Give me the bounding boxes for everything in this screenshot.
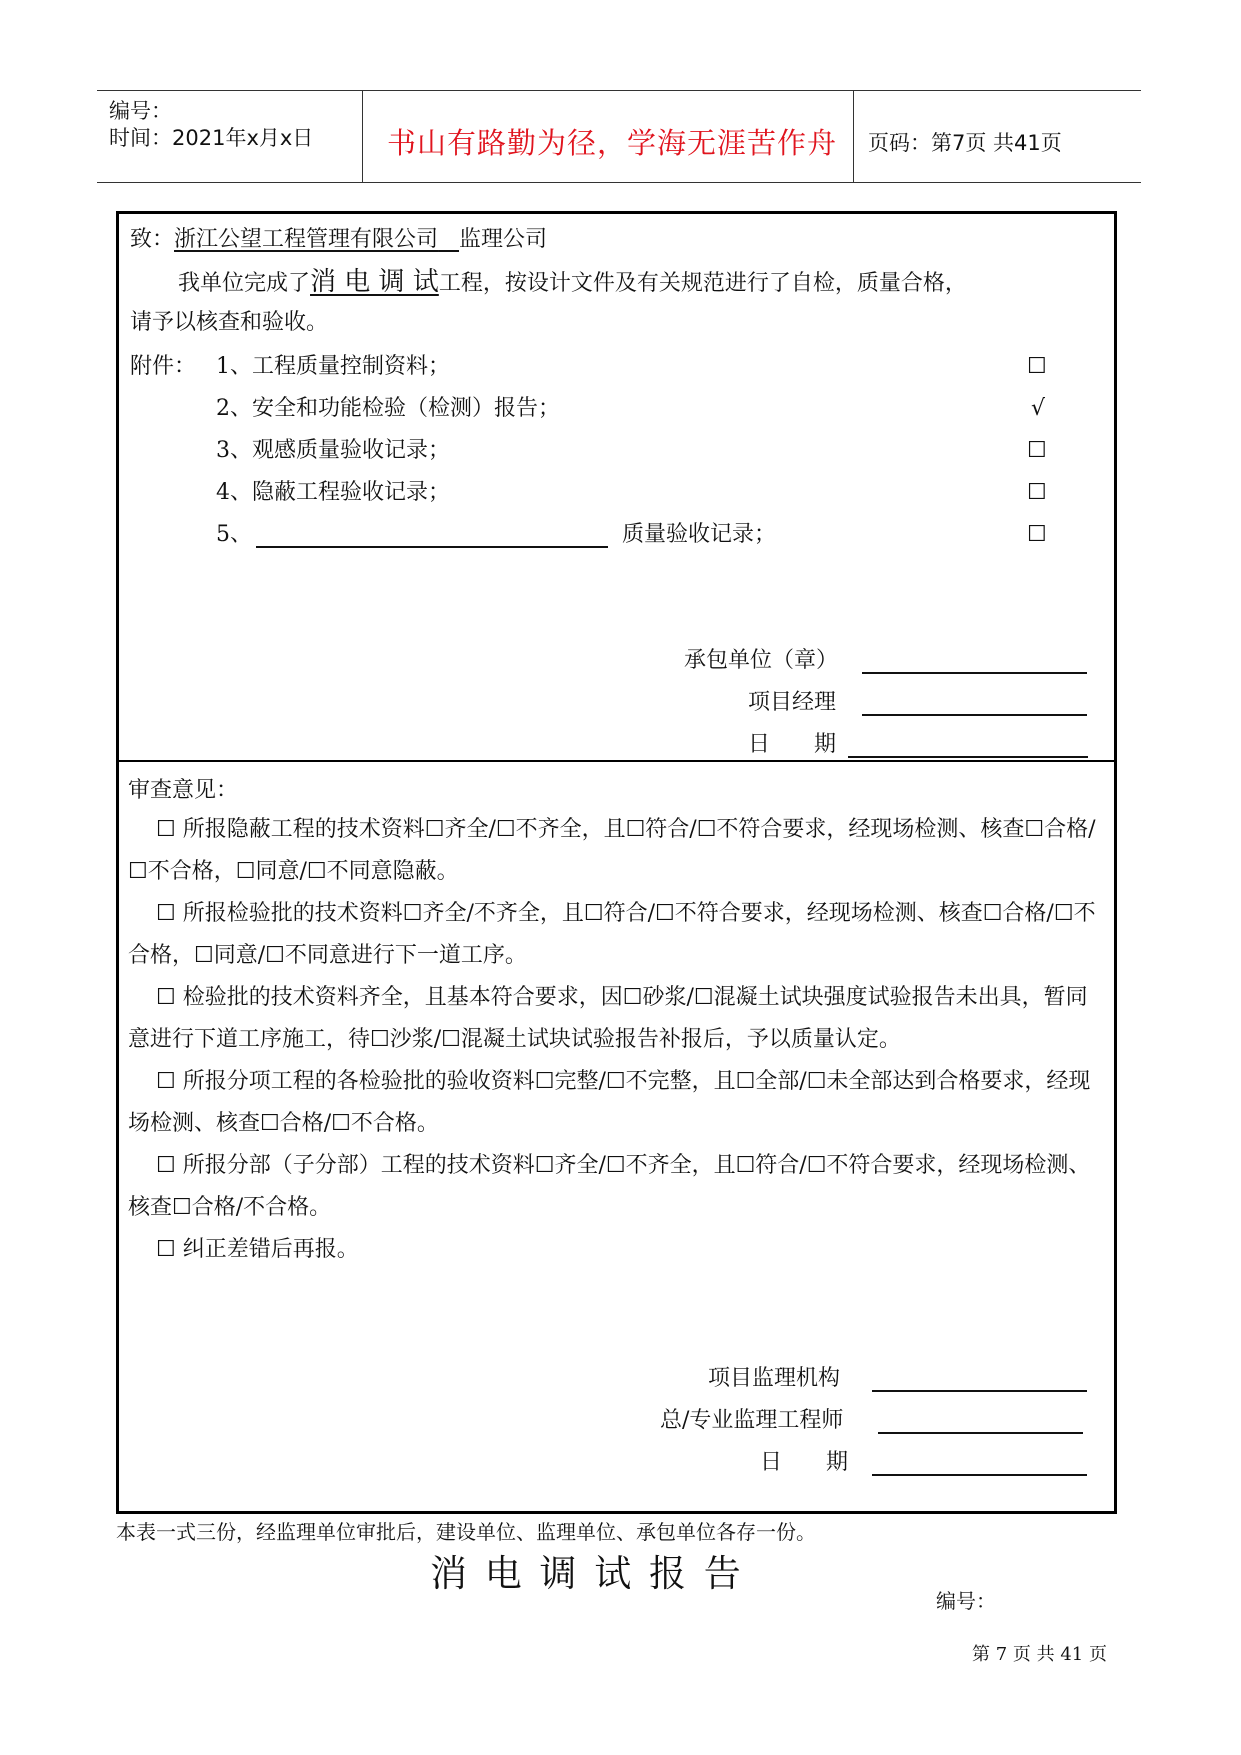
attachment-1: 1、工程质量控制资料； <box>216 354 450 379</box>
review-title: 审查意见： <box>128 778 239 803</box>
form-section-divider <box>116 760 1117 762</box>
copies-note: 本表一式三份，经监理单位审批后，建设单位、监理单位、承包单位各存一份。 <box>116 1520 816 1544</box>
intro-line-2: 请予以核查和验收。 <box>130 310 329 335</box>
to-prefix: 致： <box>130 227 175 252</box>
supervision-date-line[interactable] <box>872 1474 1087 1476</box>
header-top-rule <box>97 90 1141 91</box>
header-number-label: 编号： <box>109 99 172 123</box>
attachment-3: 3、观感质量验收记录； <box>216 438 450 463</box>
intro-a: 我单位完成了 <box>178 271 311 296</box>
attachment-4: 4、隐蔽工程验收记录； <box>216 480 450 505</box>
review-opinion-6[interactable]: ☐ 纠正差错后再报。 <box>156 1237 359 1262</box>
attachment-5-checkbox[interactable]: ☐ <box>1027 522 1047 547</box>
header-time: 时间：2021年x月x日 <box>109 126 314 150</box>
contractor-date-line[interactable] <box>848 756 1088 758</box>
header-divider-left <box>362 90 363 183</box>
attachment-5: 5、 <box>216 522 252 547</box>
pm-signature-line[interactable] <box>862 714 1087 716</box>
attachment-3-checkbox[interactable]: ☐ <box>1027 438 1047 463</box>
project-name: 消 电 调 试 <box>310 267 439 297</box>
review-opinion-5[interactable]: ☐ 所报分部（子分部）工程的技术资料☐齐全/☐不齐全，且☐符合/☐不符合要求，经现场检测、核查☐合格/不合格。 <box>128 1153 1091 1220</box>
contractor-label: 承包单位（章） <box>684 648 839 673</box>
attachment-2-checkmark[interactable]: √ <box>1031 396 1046 421</box>
attachment-4-checkbox[interactable]: ☐ <box>1027 480 1047 505</box>
page-footer: 第 7 页 共 41 页 <box>972 1644 1107 1665</box>
to-suffix: 监理公司 <box>459 227 548 252</box>
attachments-label: 附件： <box>130 354 197 379</box>
attachment-5-suffix: 质量验收记录； <box>622 522 777 547</box>
review-opinion-1[interactable]: ☐ 所报隐蔽工程的技术资料☐齐全/☐不齐全，且☐符合/☐不符合要求，经现场检测、核查☐合格/☐不合格，☐同意/☐不同意隐蔽。 <box>128 817 1096 884</box>
to-company-underline-pad <box>438 227 459 252</box>
header-bottom-rule <box>97 182 1141 183</box>
review-opinion-3[interactable]: ☐ 检验批的技术资料齐全，且基本符合要求，因☐砂浆/☐混凝土试块强度试验报告未出具，暂同意进行下道工序施工，待☐沙浆/☐混凝土试块试验报告补报后，予以质量认定。 <box>128 985 1088 1052</box>
intro-line <box>178 269 967 295</box>
to-line <box>130 229 547 251</box>
attachment-2: 2、安全和功能检验（检测）报告； <box>216 396 560 421</box>
review-opinion-2[interactable]: ☐ 所报检验批的技术资料☐齐全/不齐全，且☐符合/☐不符合要求，经现场检测、核查☐合格/☐不合格，☐同意/☐不同意进行下一道工序。 <box>128 901 1096 968</box>
header-motto: 书山有路勤为径，学海无涯苦作舟 <box>387 126 838 160</box>
to-company: 浙江公望工程管理有限公司 <box>174 227 439 252</box>
attachment-5-blank-line[interactable] <box>256 546 608 548</box>
contractor-date-label: 日 期 <box>748 732 837 757</box>
supervision-date-label: 日 期 <box>760 1450 849 1475</box>
review-opinion-4[interactable]: ☐ 所报分项工程的各检验批的验收资料☐完整/☐不完整，且☐全部/☐未全部达到合格要求，经现场检测、核查☐合格/☐不合格。 <box>128 1069 1091 1136</box>
intro-b: 工程，按设计文件及有关规范进行了自检，质量合格， <box>438 271 967 296</box>
report-number-label: 编号： <box>936 1589 996 1613</box>
header-divider-right <box>853 90 854 183</box>
header-page-info: 页码：第7页 共41页 <box>868 131 1062 155</box>
report-title: 消 电 调 试 报 告 <box>430 1552 741 1595</box>
supervision-engineer-label: 总/专业监理工程师 <box>660 1408 844 1433</box>
supervision-engineer-line[interactable] <box>878 1432 1083 1434</box>
pm-label: 项目经理 <box>748 690 837 715</box>
contractor-signature-line[interactable] <box>862 672 1087 674</box>
attachment-1-checkbox[interactable]: ☐ <box>1027 354 1047 379</box>
supervision-org-line[interactable] <box>872 1390 1087 1392</box>
supervision-org-label: 项目监理机构 <box>708 1366 841 1391</box>
